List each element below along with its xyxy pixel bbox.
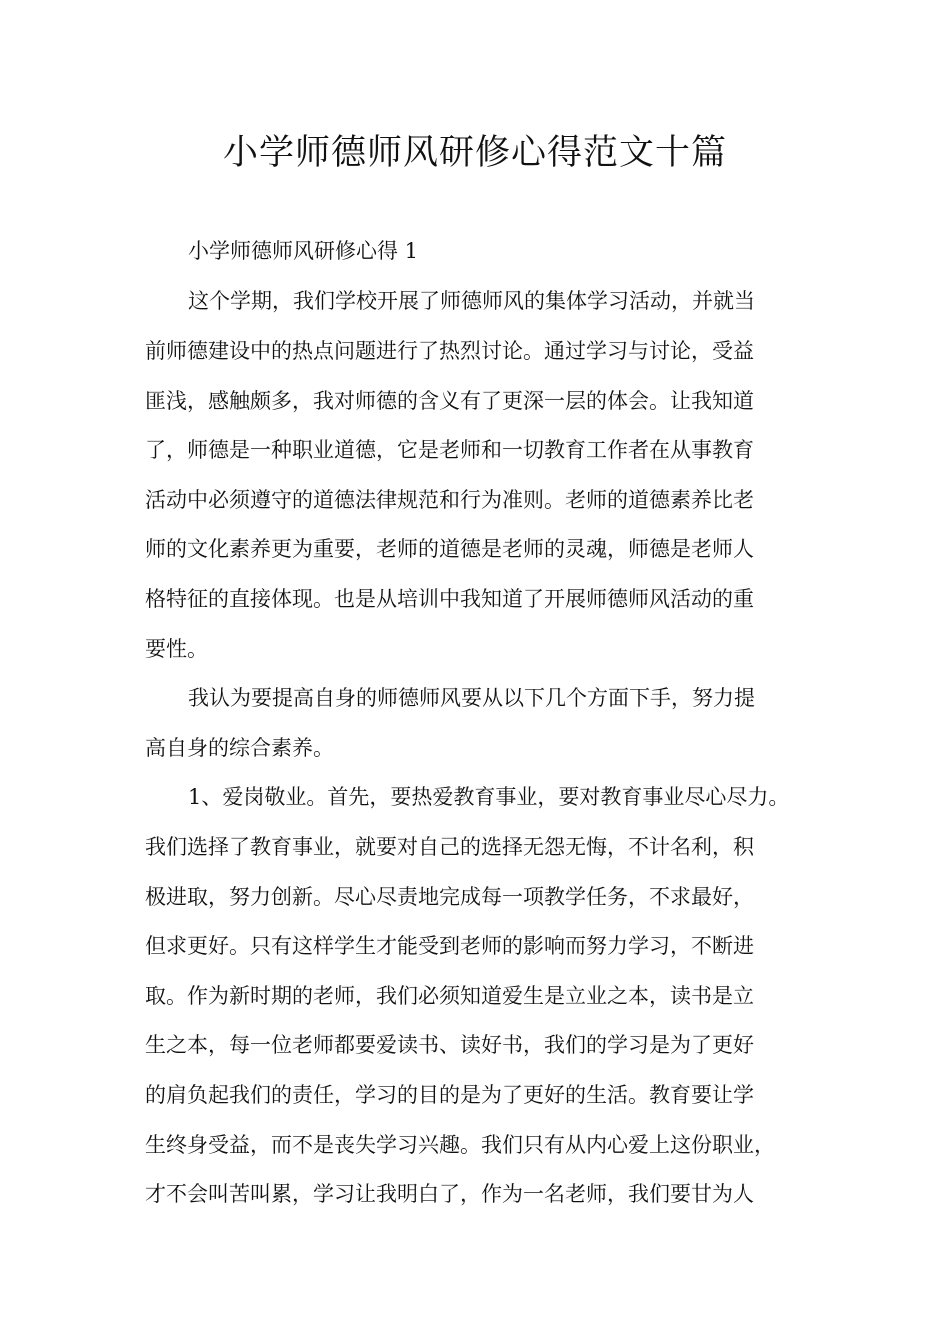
- paragraph-line: 取。作为新时期的老师，我们必须知道爱生是立业之本，读书是立: [145, 984, 754, 1008]
- paragraph-line: 要性。: [145, 637, 208, 661]
- document-title: 小学师德师风研修心得范文十篇: [222, 133, 727, 173]
- paragraph-line: 前师德建设中的热点问题进行了热烈讨论。通过学习与讨论，受益: [145, 339, 754, 363]
- paragraph-line: 极进取，努力创新。尽心尽责地完成每一项教学任务，不求最好，: [145, 885, 754, 909]
- section-heading: 小学师德师风研修心得 1: [188, 239, 419, 263]
- paragraph-line: 高自身的综合素养。: [145, 736, 334, 760]
- paragraph-line: 格特征的直接体现。也是从培训中我知道了开展师德师风活动的重: [145, 587, 754, 611]
- paragraph-line: 但求更好。只有这样学生才能受到老师的影响而努力学习，不断进: [145, 934, 754, 958]
- paragraph-line: 我们选择了教育事业，就要对自己的选择无怨无悔，不计名利，积: [145, 835, 754, 859]
- paragraph-line: 1、爱岗敬业。首先，要热爱教育事业，要对教育事业尽心尽力。: [188, 785, 790, 809]
- paragraph-line: 才不会叫苦叫累，学习让我明白了，作为一名老师，我们要甘为人: [145, 1182, 754, 1206]
- paragraph-line: 生终身受益，而不是丧失学习兴趣。我们只有从内心爱上这份职业，: [145, 1133, 775, 1157]
- paragraph-line: 我认为要提高自身的师德师风要从以下几个方面下手，努力提: [188, 686, 755, 710]
- paragraph-line: 了，师德是一种职业道德，它是老师和一切教育工作者在从事教育: [145, 438, 754, 462]
- paragraph-line: 匪浅，感触颇多，我对师德的含义有了更深一层的体会。让我知道: [145, 389, 754, 413]
- paragraph-line: 的肩负起我们的责任，学习的目的是为了更好的生活。教育要让学: [145, 1083, 754, 1107]
- paragraph-line: 活动中必须遵守的道德法律规范和行为准则。老师的道德素养比老: [145, 488, 754, 512]
- paragraph-line: 生之本，每一位老师都要爱读书、读好书，我们的学习是为了更好: [145, 1033, 754, 1057]
- paragraph-line: 师的文化素养更为重要，老师的道德是老师的灵魂，师德是老师人: [145, 537, 754, 561]
- paragraph-line: 这个学期，我们学校开展了师德师风的集体学习活动，并就当: [188, 289, 755, 313]
